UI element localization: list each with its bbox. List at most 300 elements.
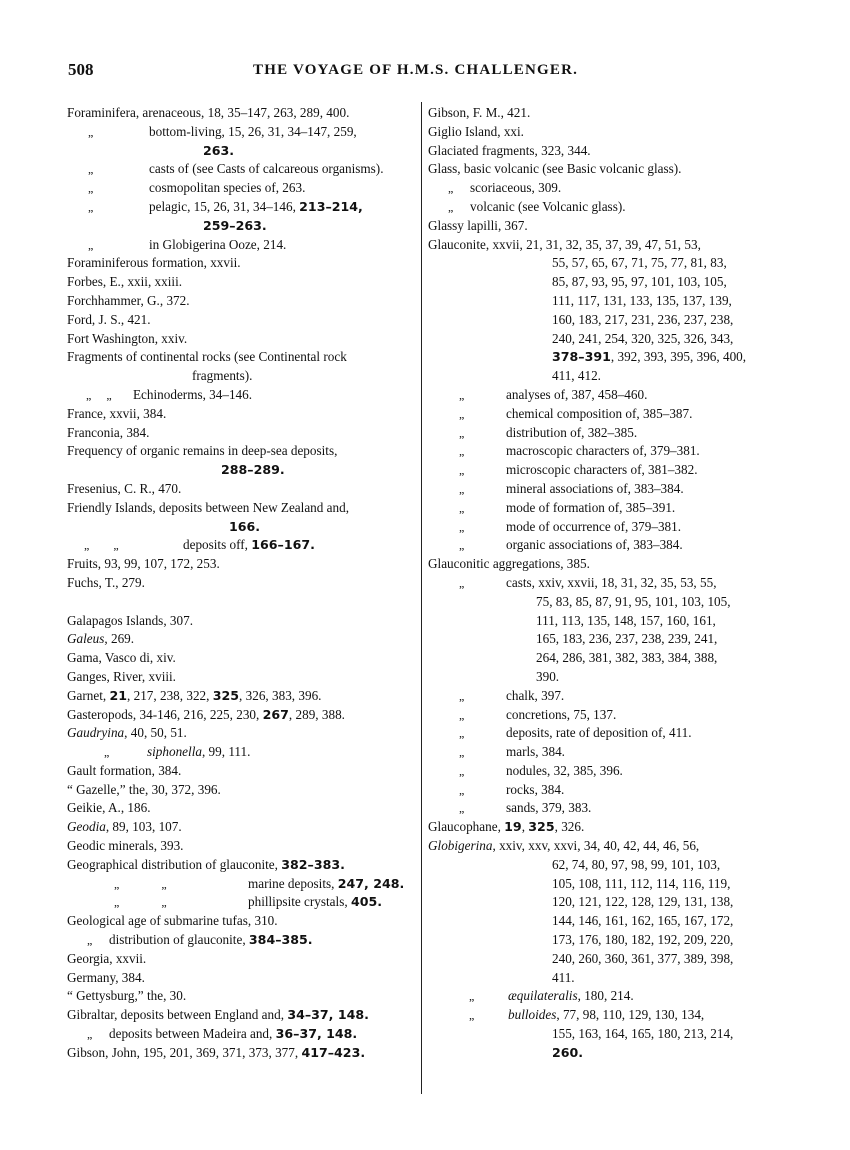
entry-segment: , 392, 393, 395, 396, 400, [610,349,747,365]
entry-text [428,837,699,856]
index-entry-line [428,217,788,236]
bold-page-ref: 166–167. [251,537,315,553]
ditto-mark: „ [459,688,465,703]
ditto-mark: „ [104,745,110,760]
entry-segment: Fragments of continental rocks (see Continental rock [67,349,347,365]
index-entry-line [67,912,419,931]
entry-segment: Forbes, E., xxii, xxiii. [67,274,183,290]
entry-segment: deposits between Madeira and, [109,1026,276,1042]
entry-text [203,217,267,236]
index-entry-line [67,743,419,762]
entry-segment: scoriaceous, 309. [470,180,562,196]
index-entry-line [428,236,788,255]
ditto-mark: „ „ [84,538,119,553]
index-entry-line [67,142,419,161]
index-entry-line [428,931,788,950]
ditto-mark: „ [88,237,94,252]
entry-text [67,706,345,725]
ditto-mark: „ [459,500,465,515]
index-entry-line [428,424,788,443]
entry-text [428,160,681,179]
ditto-mark: „ [459,763,465,778]
entry-text [67,405,166,424]
index-entry-line [428,1006,788,1025]
entry-segment: 264, 286, 381, 382, 383, 384, 388, [536,650,718,666]
entry-segment: distribution of glauconite, [109,932,249,948]
entry-segment: Geological age of submarine tufas, 310. [67,913,278,929]
entry-text [506,518,681,537]
entry-segment: Germany, 384. [67,969,145,985]
entry-text [67,724,187,743]
entry-segment: France, xxvii, 384. [67,405,167,421]
entry-segment: marine deposits, [248,875,338,891]
bold-page-ref: 267 [262,706,289,722]
entry-segment: chemical composition of, 385–387. [506,405,693,421]
bold-page-ref: 259–263. [203,217,267,233]
entry-text [552,273,727,292]
index-entry-line [67,1044,419,1063]
italic-term: Globigerina [428,838,493,854]
entry-text [552,893,733,912]
entry-text [470,179,561,198]
index-entry-line [428,518,788,537]
index-entry-line [428,987,788,1006]
column-divider [421,102,422,1094]
entry-text [67,612,193,631]
index-entry-line [67,160,419,179]
ditto-mark: „ [459,463,465,478]
index-entry-line [67,330,419,349]
entry-segment: Gasteropods, 34-146, 216, 225, 230, [67,706,263,722]
entry-text [248,875,404,894]
bold-page-ref: 260. [552,1044,584,1060]
entry-segment: in Globigerina Ooze, 214. [149,236,287,252]
bold-page-ref: 247, 248. [337,875,405,891]
entry-segment: “ Gettysburg,” the, 30. [67,988,187,1004]
entry-text [552,292,732,311]
index-entry-line [428,499,788,518]
entry-segment: sands, 379, 383. [506,800,592,816]
index-entry-line [428,123,788,142]
bold-page-ref: 417–423. [301,1044,366,1060]
entry-text [536,630,717,649]
index-entry-line [428,837,788,856]
index-entry-line [428,555,788,574]
entry-text [552,856,720,875]
entry-segment: Forchhammer, G., 372. [67,292,190,308]
ditto-mark: „ [459,538,465,553]
index-entry-line [428,687,788,706]
entry-text [149,123,357,142]
index-entry-line [428,160,788,179]
ditto-mark: „ [459,481,465,496]
index-entry-line [428,969,788,988]
ditto-mark: „ [87,933,93,948]
entry-segment: phillipsite crystals, [248,894,351,910]
index-entry-line [67,424,419,443]
entry-segment: 411. [552,969,575,985]
index-entry-line [67,461,419,480]
entry-segment: macroscopic characters of, 379–381. [506,443,700,459]
entry-text [536,668,559,687]
index-entry-line [67,442,419,461]
page-number: 508 [68,60,94,79]
index-entry-line [67,386,419,405]
entry-spacer [67,593,419,612]
entry-segment: marls, 384. [506,744,565,760]
entry-text [506,405,692,424]
index-entry-line [67,969,419,988]
entry-text [470,198,626,217]
entry-text [221,461,285,480]
index-entry-line [67,893,419,912]
bold-page-ref: 325 [212,687,240,703]
entry-text [149,179,305,198]
left-index-column [67,104,419,1063]
entry-text [508,987,634,1006]
entry-text [428,818,584,837]
ditto-mark: „ [448,181,454,196]
ditto-mark: „ [469,1008,475,1023]
entry-text [109,1025,357,1044]
index-entry-line [67,818,419,837]
entry-text [67,104,349,123]
entry-segment: microscopic characters of, 381–382. [506,462,698,478]
entry-text [536,612,716,631]
entry-segment: Gibson, F. M., 421. [428,105,531,120]
entry-segment: 55, 57, 65, 67, 71, 75, 77, 81, 83, [552,255,727,271]
ditto-mark: „ [459,575,465,590]
entry-text [552,367,601,386]
entry-segment: 144, 146, 161, 162, 165, 167, 172, [552,913,734,929]
entry-text [552,1025,733,1044]
index-entry-line [67,518,419,537]
entry-segment: Ganges, River, xviii. [67,668,176,684]
entry-segment: 155, 163, 164, 165, 180, 213, 214, [552,1026,734,1042]
index-entry-line [428,893,788,912]
entry-segment: , 180, 214. [577,988,634,1004]
ditto-mark: „ [459,801,465,816]
bold-page-ref: 213–214, [299,198,363,214]
entry-text [552,348,746,367]
ditto-mark: „ [448,199,454,214]
index-entry-line [428,950,788,969]
entry-text [133,386,252,405]
entry-text [506,799,591,818]
index-entry-line [428,198,788,217]
ditto-mark: „ [87,1027,93,1042]
entry-segment: Fresenius, C. R., 470. [67,480,182,496]
ditto-mark: „ „ [114,876,167,891]
entry-text [67,1044,365,1063]
entry-segment: 105, 108, 111, 112, 114, 116, 119, [552,875,731,891]
entry-text [428,217,528,236]
ditto-mark: „ [459,425,465,440]
index-entry-line [67,630,419,649]
bold-page-ref: 19 [504,819,522,835]
index-entry-line [428,574,788,593]
entry-text [248,893,382,912]
bold-page-ref: 325 [528,819,555,835]
entry-segment: Glass, basic volcanic (see Basic volcanic glass). [428,161,682,177]
index-entry-line [428,818,788,837]
entry-segment: “ Gazelle,” the, 30, 372, 396. [67,781,221,797]
entry-text [552,912,733,931]
entry-segment: 160, 183, 217, 231, 236, 237, 238, [552,311,734,327]
entry-text [552,330,733,349]
index-entry-line [67,536,419,555]
entry-segment: , 99, 111. [201,744,251,760]
entry-text [203,142,234,161]
index-entry-line [428,179,788,198]
italic-term: bulloides [508,1007,557,1023]
italic-term: æquilateralis [508,988,578,1004]
entry-segment: Friendly Islands, deposits between New Zealand and, [67,499,349,515]
index-entry-line [67,104,419,123]
entry-segment: Fruits, 93, 99, 107, 172, 253. [67,556,220,572]
index-entry-line [67,123,419,142]
entry-segment: 75, 83, 85, 87, 91, 95, 101, 103, 105, [536,593,731,609]
index-entry-line [428,461,788,480]
index-entry-line [67,499,419,518]
entry-text [506,480,684,499]
entry-segment: Glauconitic aggregations, 385. [428,556,590,572]
index-entry-line [67,612,419,631]
running-title: THE VOYAGE OF H.M.S. CHALLENGER. [253,62,579,78]
entry-text [192,367,252,386]
index-entry-line [67,931,419,950]
entry-segment: concretions, 75, 137. [506,706,617,722]
index-entry-line [67,254,419,273]
entry-segment: Geodic minerals, 393. [67,838,184,854]
entry-text [536,593,731,612]
entry-text [67,311,151,330]
entry-segment: organic associations of, 383–384. [506,537,683,553]
entry-segment: 173, 176, 180, 182, 192, 209, 220, [552,932,734,948]
entry-segment: , 217, 238, 322, [127,687,213,703]
index-entry-line [67,706,419,725]
index-entry-line [67,405,419,424]
entry-segment: , 89, 103, 107. [105,819,182,835]
ditto-mark: „ [459,745,465,760]
entry-text [506,424,637,443]
ditto-mark: „ [88,162,94,177]
entry-text [428,123,524,142]
entry-text [506,687,564,706]
index-entry-line [428,273,788,292]
entry-segment: fragments). [192,368,253,384]
entry-text [147,743,250,762]
index-entry-line [67,311,419,330]
entry-text [67,442,337,461]
bold-page-ref: 405. [350,894,383,910]
entry-text [67,424,149,443]
entry-text [67,630,134,649]
index-entry-line [67,856,419,875]
entry-text [506,536,683,555]
index-entry-line [428,367,788,386]
entry-segment: cosmopolitan species of, 263. [149,180,306,196]
right-index-column [428,104,788,1063]
entry-segment: Ford, J. S., 421. [67,311,151,327]
index-entry-line [428,762,788,781]
entry-text [67,348,347,367]
entry-text [67,687,321,706]
entry-segment: 411, 412. [552,368,601,384]
entry-segment: Galapagos Islands, 307. [67,612,193,628]
entry-segment: 111, 113, 135, 148, 157, 160, 161, [536,612,716,628]
bold-page-ref: 21 [109,687,128,703]
index-entry-line [67,950,419,969]
index-entry-line [428,649,788,668]
index-entry-line [428,668,788,687]
entry-segment: Frequency of organic remains in deep-sea deposits, [67,443,338,459]
entry-segment: 390. [536,668,560,684]
index-entry-line [67,574,419,593]
index-entry-line [67,762,419,781]
index-entry-line [428,311,788,330]
entry-segment: Foraminifera, arenaceous, 18, 35–147, 263, 289, 400. [67,105,350,120]
index-entry-line [428,442,788,461]
entry-text [428,142,591,161]
index-entry-line [428,142,788,161]
entry-segment: 165, 183, 236, 237, 238, 239, 241, [536,631,718,647]
entry-segment: 120, 121, 122, 128, 129, 131, 138, [552,894,734,910]
entry-segment: , 289, 388. [288,706,345,722]
index-entry-line [428,593,788,612]
entry-text [149,236,286,255]
entry-text [67,292,190,311]
page-header [68,60,788,84]
ditto-mark: „ [459,387,465,402]
bold-page-ref: 384–385. [248,932,313,948]
entry-segment: Giglio Island, xxi. [428,123,524,139]
entry-segment: Georgia, xxvii. [67,950,147,966]
entry-segment: 111, 117, 131, 133, 135, 137, 139, [552,292,732,308]
index-entry-line [67,236,419,255]
ditto-mark: „ [88,199,94,214]
entry-segment: Geographical distribution of glauconite, [67,856,282,872]
entry-text [506,499,675,518]
index-entry-line [67,217,419,236]
index-entry-line [67,555,419,574]
italic-term: Gaudryina [67,725,125,741]
entry-segment: Fort Washington, xxiv. [67,330,188,346]
entry-text [67,856,345,875]
bold-page-ref: 36–37, 148. [275,1026,358,1042]
index-entry-line [67,987,419,1006]
entry-text [67,330,187,349]
entry-segment: , xxiv, xxv, xxvi, 34, 40, 42, 44, 46, 56, [492,838,700,854]
entry-text [67,668,176,687]
entry-text [229,518,260,537]
entry-text [508,1006,704,1025]
entry-text [149,198,363,217]
index-entry-line [67,687,419,706]
entry-segment: , 77, 98, 110, 129, 130, 134, [556,1007,705,1023]
entry-text [506,574,717,593]
entry-text [67,254,241,273]
entry-segment: distribution of, 382–385. [506,424,638,440]
entry-segment: bottom-living, 15, 26, 31, 34–147, 259, [149,123,357,139]
entry-segment: deposits, rate of deposition of, 411. [506,725,692,741]
bold-page-ref: 382–383. [281,856,345,872]
entry-text [428,555,590,574]
entry-segment: , [521,819,529,835]
entry-text [67,273,182,292]
entry-text [552,875,730,894]
entry-text [506,706,616,725]
entry-segment: pelagic, 15, 26, 31, 34–146, [149,198,300,214]
entry-text [552,254,727,273]
entry-text [67,912,278,931]
entry-text [183,536,315,555]
entry-segment: mode of occurrence of, 379–381. [506,518,682,534]
index-entry-line [428,612,788,631]
entry-segment: analyses of, 387, 458–460. [506,386,648,402]
index-entry-line [67,724,419,743]
ditto-mark: „ [459,406,465,421]
entry-text [552,969,575,988]
entry-segment: , 326. [554,819,585,835]
entry-segment: Glassy lapilli, 367. [428,217,528,233]
entry-text [506,386,647,405]
index-entry-line [428,743,788,762]
entry-segment: Gama, Vasco di, xiv. [67,650,176,666]
index-entry-line [428,480,788,499]
entry-text [428,236,701,255]
ditto-mark: „ [459,782,465,797]
entry-text [506,461,698,480]
bold-page-ref: 288–289. [221,462,285,478]
entry-segment: Glaciated fragments, 323, 344. [428,142,591,158]
index-entry-line [428,104,788,123]
entry-segment: , 326, 383, 396. [239,687,322,703]
entry-text [506,724,692,743]
index-entry-line [67,1006,419,1025]
index-entry-line [67,273,419,292]
entry-segment: Franconia, 384. [67,424,150,440]
entry-text [506,762,623,781]
index-entry-line [67,367,419,386]
index-entry-line [428,706,788,725]
index-entry-line [428,630,788,649]
index-entry-line [428,781,788,800]
ditto-mark: „ [469,989,475,1004]
entry-text [67,837,183,856]
index-entry-line [428,1044,788,1063]
index-entry-line [428,724,788,743]
entry-text [552,931,733,950]
index-entry-line [428,348,788,367]
index-entry-line [428,875,788,894]
entry-text [67,987,186,1006]
bold-page-ref: 34–37, 148. [287,1007,369,1023]
entry-text [67,799,151,818]
bold-page-ref: 263. [203,142,235,158]
index-entry-line [428,912,788,931]
entry-segment: mode of formation of, 385–391. [506,499,676,515]
index-entry-line [67,292,419,311]
index-entry-line [67,668,419,687]
entry-segment: 85, 87, 93, 95, 97, 101, 103, 105, [552,274,727,290]
entry-text [552,1044,583,1063]
index-entry-line [428,1025,788,1044]
index-entry-line [428,330,788,349]
index-entry-line [428,405,788,424]
index-entry-line [67,837,419,856]
entry-text [67,555,220,574]
